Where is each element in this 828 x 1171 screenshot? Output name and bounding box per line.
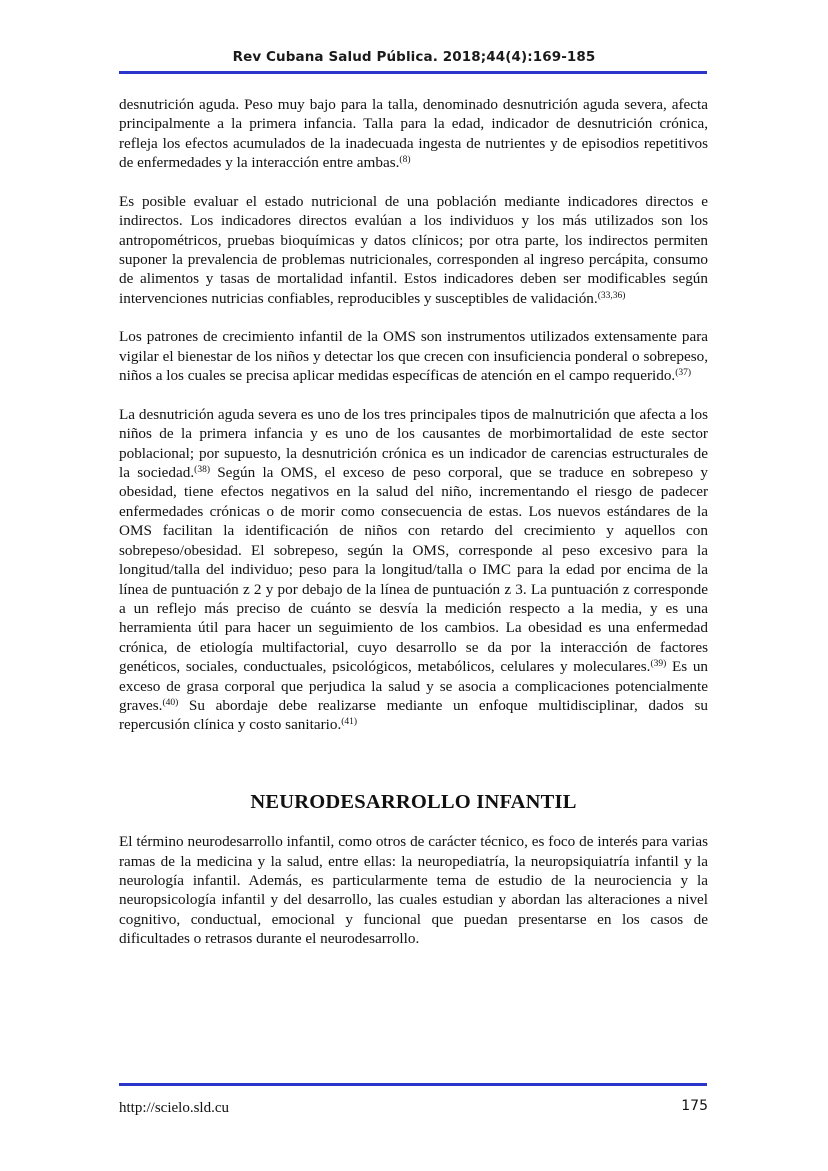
- article-body: [119, 95, 708, 968]
- paragraph-nutrition-indicators: desnutrición aguda. Peso muy bajo para la talla, denominado desnutrición aguda severa, afecta principalmente a la primera infancia. Talla para la edad, indicador de desnutrición crónica, refleja los efectos acumulados de la inadecuada ingesta de nutrientes y de episodios repetitivos de enfermedades y la interacción entre ambas.$^{(8)}$: [119, 96, 708, 172]
- citation-ref: (41): [341, 717, 358, 728]
- citation-ref: (33,36): [597, 290, 626, 301]
- citation-ref: (38): [194, 464, 210, 475]
- paragraph-who-growth-patterns: Los patrones de crecimiento infantil de la OMS son instrumentos utilizados extensamente para vigilar el bienestar de los niños y detectar los que crecen con insuficiencia ponderal o sobrepeso, niños a los cuales se precisa aplicar medidas específicas de atención en el campo requerido.$^{(37)}$: [119, 328, 708, 385]
- running-title: Rev Cubana Salud Pública. 2018;44(4):169-185: [232, 49, 596, 65]
- page-number: 175: [681, 1098, 708, 1114]
- footer-rule: [119, 1083, 707, 1086]
- citation-ref: (39): [650, 658, 667, 669]
- citation-ref: (40): [162, 697, 179, 708]
- paragraph-nutritional-assessment: Es posible evaluar el estado nutricional de una población mediante indicadores directos e indirectos. Los indicadores directos evalúan a los individuos y los más utilizados son los antropométricos, pruebas bioquímicas y datos clínicos; por otra parte, los indirectos permiten suponer la prevalencia de problemas nutricionales, corresponden al ingreso percápita, consumo de alimentos y tasas de mortalidad infantil. Estos indicadores deben ser modificables según intervenciones nutricias confiables, reproducibles y susceptibles de validación.$^{(33,36)}$: [119, 192, 708, 307]
- footer-url: http://scielo.sld.cu: [119, 1100, 229, 1116]
- paragraph-neurodevelopment: El término neurodesarrollo infantil, como otros de carácter técnico, es foco de interés para varias ramas de la medicina y la salud, entre ellas: la neuropediatría, la neuropsiquiatría infantil y la neurología infantil. Además, es particularmente tema de estudio de la neurociencia y la neuropsicología infantil y del desarrollo, las cuales estudian y abordan las alteraciones a nivel cognitivo, conductual, emocional y funcional que puedan presentarse en los casos de dificultades o retrasos durante el neurodesarrollo.: [119, 833, 708, 948]
- citation-ref: (37): [675, 368, 692, 379]
- paragraph-malnutrition-obesity: La desnutrición aguda severa es uno de los tres principales tipos de malnutrición que afecta a los niños de la primera infancia y es uno de los causantes de morbimortalidad de este sector poblacional; por supuesto, la desnutrición crónica es un indicador de carencias estructurales de la sociedad.$^{(38)}$ Según la OMS, el exceso de peso corporal, que se traduce en sobrepeso y obesidad, tiene efectos negativos en la salud del niño, incrementando el riesgo de padecer enfermedades crónicas o de morir como consecuencia de estas. Los nuevos estándares de la OMS facilitan la identificación de niños con retardo del crecimiento y aquellos con sobrepeso/obesidad. El sobrepeso, según la OMS, corresponde al peso excesivo para la longitud/talla del individuo; peso para la longitud/talla o IMC para la edad por encima de la línea de puntuación z 2 y por debajo de la línea de puntuación z 3. La puntuación z corresponde a un reflejo más preciso de cuánto se desvía la medición respecto a la media, y es una herramienta útil para hacer un seguimiento de los cambios. La obesidad es una enfermedad crónica, de etiología multifactorial, cuyo desarrollo se da por la interacción de factores genéticos, sociales, conductuales, psicológicos, metabólicos, celulares y moleculares.$^{(39)}$ Es un exceso de grasa corporal que perjudica la salud y se asocia a complicaciones potencialmente graves.$^{(40)}$ Su abordaje debe realizarse mediante un enfoque multidisciplinar, dados su repercusión clínica y costo sanitario.$^{(41)}$: [119, 405, 708, 734]
- header-rule: [119, 71, 707, 74]
- section-heading: NEURODESARROLLO INFANTIL: [250, 790, 577, 813]
- citation-ref: (8): [399, 155, 411, 165]
